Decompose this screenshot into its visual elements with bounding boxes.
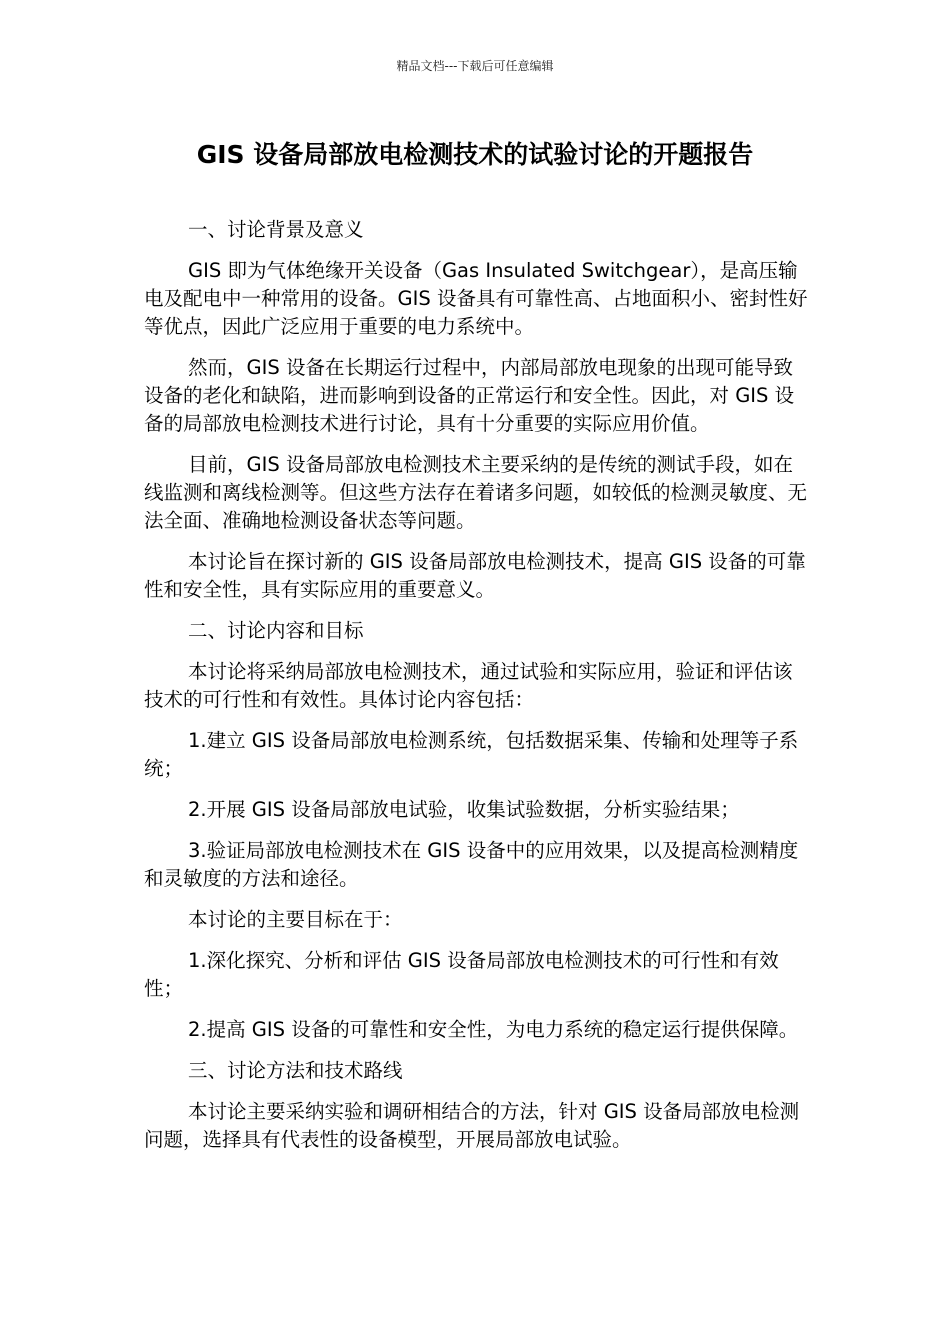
list-item-goal-1: 1.深化探究、分析和评估 GIS 设备局部放电检测技术的可行性和有效性； bbox=[144, 949, 779, 1000]
paragraph-methods: 本讨论主要采纳实验和调研相结合的方法，针对 GIS 设备局部放电检测问题，选择具有代表性的设备模型，开展局部放电试验。 bbox=[144, 1100, 800, 1151]
list-item-content-3: 3.验证局部放电检测技术在 GIS 设备中的应用效果，以及提高检测精度和灵敏度的方法和途径。 bbox=[144, 839, 799, 890]
document-title: GIS 设备局部放电检测技术的试验讨论的开题报告 bbox=[196, 140, 754, 169]
paragraph-purpose: 本讨论旨在探讨新的 GIS 设备局部放电检测技术，提高 GIS 设备的可靠性和安全性，具有实际应用的重要意义。 bbox=[144, 550, 806, 601]
header-note: 精品文档---下载后可任意编辑 bbox=[396, 59, 554, 73]
section-heading-content-goals: 二、讨论内容和目标 bbox=[188, 619, 364, 642]
paragraph-current-methods: 目前，GIS 设备局部放电检测技术主要采纳的是传统的测试手段，如在线监测和离线检测等。但这些方法存在着诸多问题，如较低的检测灵敏度、无法全面、准确地检测设备状态等问题。 bbox=[144, 453, 808, 532]
paragraph-goals-intro: 本讨论的主要目标在于： bbox=[188, 908, 403, 931]
paragraph-content-intro: 本讨论将采纳局部放电检测技术，通过试验和实际应用，验证和评估该技术的可行性和有效性。具体讨论内容包括： bbox=[144, 660, 793, 711]
section-heading-methods: 三、讨论方法和技术路线 bbox=[188, 1059, 403, 1082]
list-item-goal-2: 2.提高 GIS 设备的可靠性和安全性，为电力系统的稳定运行提供保障。 bbox=[188, 1018, 799, 1041]
list-item-content-2: 2.开展 GIS 设备局部放电试验，收集试验数据，分析实验结果； bbox=[188, 798, 740, 821]
document-body bbox=[144, 216, 808, 1167]
paragraph-discharge-problem: 然而，GIS 设备在长期运行过程中，内部局部放电现象的出现可能导致设备的老化和缺陷，进而影响到设备的正常运行和安全性。因此，对 GIS 设备的局部放电检测技术进行讨论，具有十分重要的实际应用价值。 bbox=[144, 356, 795, 435]
list-item-content-1: 1.建立 GIS 设备局部放电检测系统，包括数据采集、传输和处理等子系统； bbox=[144, 729, 799, 780]
section-heading-background: 一、讨论背景及意义 bbox=[188, 218, 364, 241]
paragraph-gis-definition: GIS 即为气体绝缘开关设备（Gas Insulated Switchgear），是高压输电及配电中一种常用的设备。GIS 设备具有可靠性高、占地面积小、密封性好等优点，因此广泛应用于重要的电力系统中。 bbox=[144, 259, 808, 338]
